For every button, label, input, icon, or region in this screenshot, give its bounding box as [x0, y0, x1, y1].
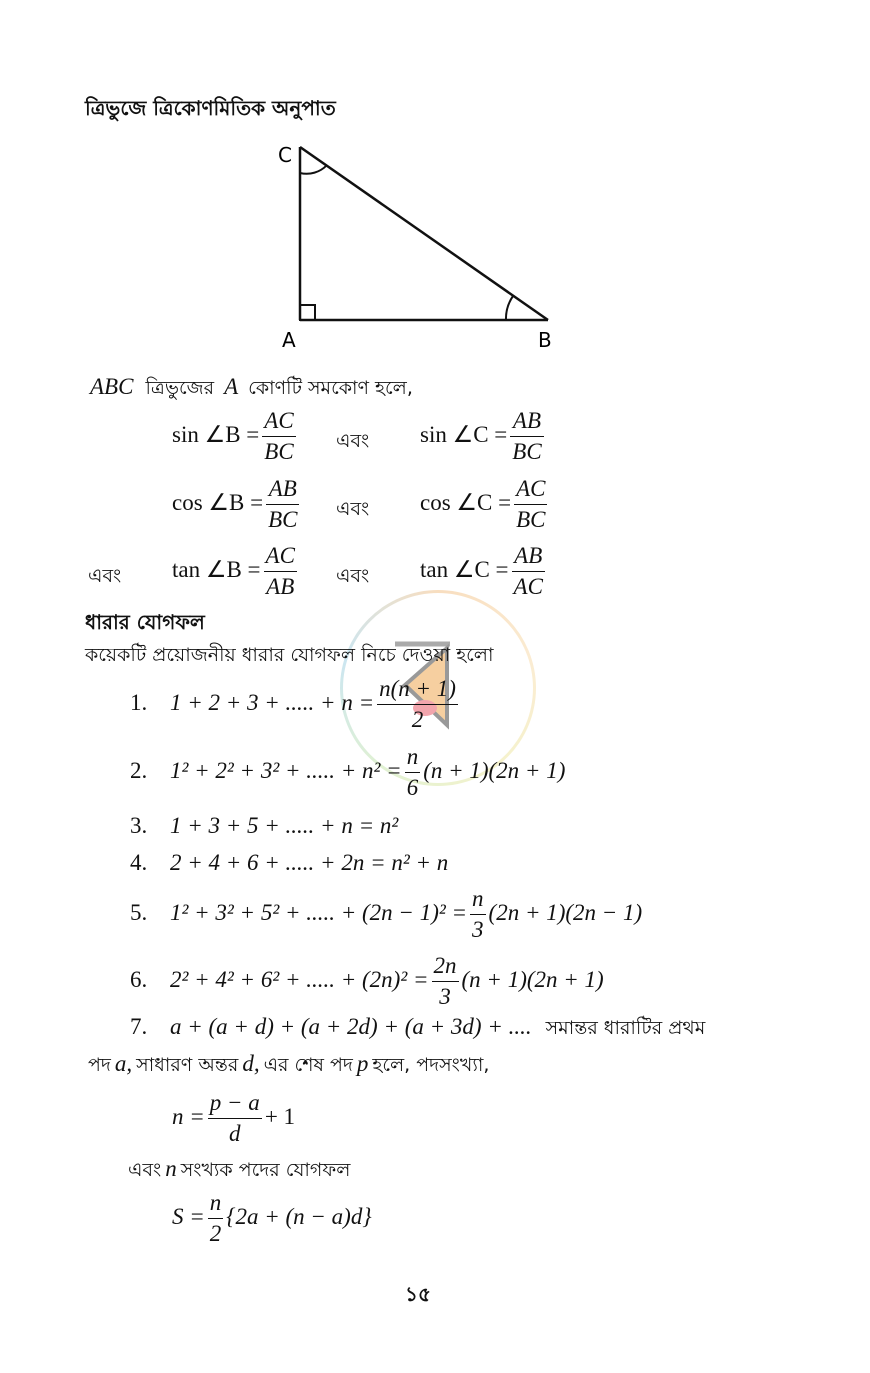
vertex-c-label: C: [278, 143, 292, 167]
formula-4: 4. 2 + 4 + 6 + ..... + 2n = n² + n: [130, 850, 449, 875]
ratio-sin-c: sin ∠C = $\frac{AB}{BC}$: [420, 408, 542, 464]
intro-line: ABC ত্রিভুজের A কোণটি সমকোণ হলে,: [90, 374, 413, 399]
formula-7: 7. a + (a + d) + (a + 2d) + (a + 3d) + .... সমান্তর ধারাটির প্রথম: [130, 1014, 706, 1039]
heading-trig-ratios: ত্রিভুজে ত্রিকোণমিতিক অনুপাত: [85, 96, 336, 120]
sum-formula: S = $\frac{n}{2}$ {2a + (n − a)d}: [172, 1190, 372, 1246]
ratio-cos-b: cos ∠B = $\frac{AB}{BC}$: [172, 476, 298, 532]
term-count-formula: n = $\frac{p - a}{d}$ + 1: [172, 1090, 296, 1146]
right-triangle-diagram: [270, 135, 570, 360]
ratio-tan-c: tan ∠C = $\frac{AB}{AC}$: [420, 543, 543, 599]
sum-intro: এবং n সংখ্যক পদের যোগফল: [128, 1156, 351, 1181]
formula-3: 3. 1 + 3 + 5 + ..... + n = n²: [130, 813, 399, 838]
and-word: এবং: [336, 430, 370, 452]
page-number: ১৫: [405, 1282, 431, 1306]
series-intro: কয়েকটি প্রয়োজনীয় ধারার যোগফল নিচে দেওয়া হলো: [85, 644, 494, 666]
vertex-a-label: A: [282, 328, 296, 352]
ratio-tan-b: tan ∠B = $\frac{AC}{AB}$: [172, 543, 295, 599]
ratio-sin-b: sin ∠B = $\frac{AC}{BC}$: [172, 408, 294, 464]
heading-series-sum: ধারার যোগফল: [85, 610, 205, 634]
formula-6: 6. 2² + 4² + 6² + ..... + (2n)² = $\frac{2n}{3}$ (n + 1)(2n + 1): [130, 953, 604, 1009]
vertex-b-label: B: [538, 328, 552, 352]
ratio-cos-c: cos ∠C = $\frac{AC}{BC}$: [420, 476, 546, 532]
formula-5: 5. 1² + 3² + 5² + ..... + (2n − 1)² = $\frac{n}{3}$ (2n + 1)(2n − 1): [130, 886, 643, 942]
formula-2: 2. 1² + 2² + 3² + ..... + n² = $\frac{n}{6}$ (n + 1)(2n + 1): [130, 744, 566, 800]
and-word: এবং: [336, 565, 370, 587]
and-word: এবং: [88, 565, 122, 587]
and-word: এবং: [336, 498, 370, 520]
formula-7-line-2: পদ a, সাধারণ অন্তর d, এর শেষ পদ p হলে, পদসংখ্যা,: [88, 1051, 490, 1076]
formula-1: 1. 1 + 2 + 3 + ..... + n = $\frac{n(n + 1)}{2}$: [130, 676, 456, 732]
